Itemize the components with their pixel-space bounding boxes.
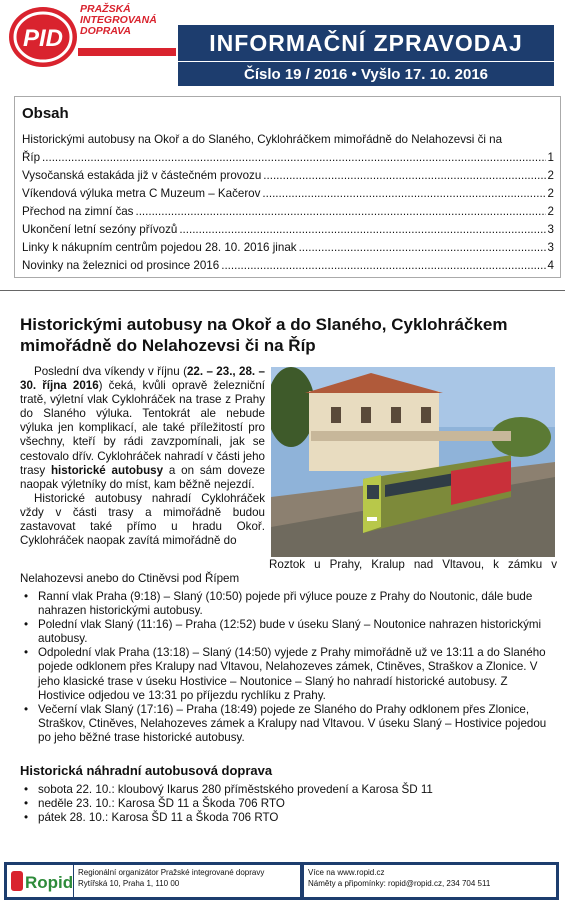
toc-item-text: Novinky na železnici od prosince 2016: [22, 259, 220, 272]
footer: [4, 862, 559, 900]
train-list: [20, 590, 557, 745]
toc-leader: [42, 149, 546, 167]
pid-logo-text: PID: [22, 25, 64, 52]
article-title: Historickými autobusy na Okoř a do Slaného, Cyklohráčkem mimořádně do Nelahozevsi či na Říp: [20, 315, 508, 355]
list-item: • Odpolední vlak Praha (13:18) – Slaný (14:50) vyjede z Prahy mimořádně už ve 13:11 a do Slaného pojede odklonem přes Kralupy nad Vltavou, Nelahozeves zámek, Ctiněves, Straškov a Zlonice. V jeho klasické trase v úseku Hostivice – Noutonice – Slaný ho nahradí historické autobusy. Z Hostivice odjedou ve 13:31 po příjezdu rychlíku z Prahy.: [20, 646, 557, 702]
article-highlight: historické autobusy: [50, 463, 164, 477]
header-red-band: [78, 48, 176, 56]
toc-item-text: Přechod na zimní čas: [22, 205, 134, 218]
toc-title: Obsah: [22, 105, 69, 122]
list-item: • pátek 28. 10.: Karosa ŠD 11 a Škoda 706 RTO: [20, 811, 557, 825]
pid-logo: [8, 6, 78, 68]
train-photo: [271, 367, 555, 557]
org-name-line1: PRAŽSKÁ: [80, 3, 131, 15]
org-name: [80, 4, 170, 37]
list-item: • neděle 23. 10.: Karosa ŠD 11 a Škoda 706 RTO: [20, 797, 557, 811]
list-item: • sobota 22. 10.: kloubový Ikarus 280 příměstského provedení a Karosa ŠD 11: [20, 783, 557, 797]
article-paragraph: Poslední dva víkendy v říjnu (22. – 23., 28. – 30. října 2016) čeká, kvůli opravě železniční tratě, výletní vlak Cyklohráček na trase z Prahy do Slaného výluka. Tentokrát ale nebude výluka jen komplikací, ale také příležitostí pro všechny, kteří by rádi zavzpomínali, jak se cestovalo dřív. Cyklohráček nahradí v části jeho trasy historické autobusy a on sám doveze naopak výletníky do míst, kam běžně nejezdí.: [20, 365, 265, 491]
table-of-contents: [14, 96, 561, 278]
toc-page: 2: [547, 205, 554, 218]
issue-info: Číslo 19 / 2016 • Vyšlo 17. 10. 2016: [178, 62, 554, 86]
toc-list: [22, 131, 554, 275]
toc-page: 2: [547, 169, 554, 182]
toc-leader: [262, 185, 545, 203]
toc-page: 2: [547, 187, 554, 200]
article-dates: 22. – 23., 28. – 30. října 2016: [20, 365, 265, 393]
toc-leader: [135, 203, 545, 221]
toc-item-text: Vysočanská estakáda již v částečném provozu: [22, 169, 262, 182]
list-item: • Ranní vlak Praha (9:18) – Slaný (10:50) pojede při výluce pouze z Prahy do Noutonic, dále bude nahrazen historickými autobusy.: [20, 590, 557, 618]
toc-page: 4: [547, 259, 554, 272]
article-paragraph-continuation: Roztok u Prahy, Kralup nad Vltavou, k zámku v Nelahozevsi anebo do Ctiněvsi pod Řípem: [20, 558, 557, 586]
toc-item[interactable]: [22, 167, 554, 185]
list-item: • Večerní vlak Slaný (17:16) – Praha (18:49) pojede ze Slaného do Prahy odklonem přes Zlonice, Straškov, Ctiněves, Nelahozeves zámek a Kralupy nad Vltavou. V úseku Slaný – Hostivice pojedou po jeho běžné trase historické autobusy.: [20, 703, 557, 745]
footer-address: Rytířská 10, Praha 1, 110 00: [78, 879, 180, 888]
toc-page: 3: [547, 223, 554, 236]
org-name-line3: DOPRAVA: [80, 25, 131, 37]
bus-schedule-list: [20, 783, 557, 825]
section-divider: [0, 290, 565, 291]
toc-leader: [299, 239, 546, 257]
footer-web-link[interactable]: Více na www.ropid.cz: [308, 868, 385, 877]
toc-item-text: Víkendová výluka metra C Muzeum – Kačerov: [22, 187, 261, 200]
toc-leader: [179, 221, 545, 239]
toc-item-text: Linky k nákupním centrům pojedou 28. 10. 2016 jinak: [22, 241, 297, 254]
toc-item-text: Říp: [22, 151, 41, 164]
ropid-logo-text: Ropid: [25, 873, 73, 892]
toc-leader: [263, 167, 545, 185]
toc-leader: [221, 257, 545, 275]
org-name-line2: INTEGROVANÁ: [80, 14, 157, 26]
toc-item[interactable]: [22, 203, 554, 221]
footer-org: Regionální organizátor Pražské integrované dopravy: [78, 868, 265, 877]
section-subtitle: Historická náhradní autobusová doprava: [20, 763, 273, 778]
toc-item[interactable]: [22, 221, 554, 239]
toc-item-text: Historickými autobusy na Okoř a do Slaného, Cyklohráčkem mimořádně do Nelahozevsi či na: [22, 133, 503, 146]
ropid-logo: [7, 865, 73, 897]
list-item: • Polední vlak Slaný (11:16) – Praha (12:52) bude v úseku Slaný – Noutonice nahrazen historickými autobusy.: [20, 618, 557, 646]
toc-item[interactable]: [22, 185, 554, 203]
newsletter-title: INFORMAČNÍ ZPRAVODAJ: [178, 25, 554, 61]
toc-item[interactable]: [22, 131, 554, 167]
toc-page: 3: [547, 241, 554, 254]
footer-org-info: [74, 865, 300, 897]
article-paragraph: Historické autobusy nahradí Cyklohráček vždy v části trasy a mimořádně budou zastavovat také přímo u hradu Okoř. Cyklohráček naopak zavítá mimořádně do: [20, 491, 265, 548]
article-intro-column: [20, 365, 265, 548]
toc-item[interactable]: [22, 257, 554, 275]
toc-page: 1: [547, 151, 554, 164]
footer-contact[interactable]: Náměty a připomínky: ropid@ropid.cz, 234 704 511: [308, 879, 491, 888]
footer-contact-info: [304, 865, 556, 897]
toc-item-text: Ukončení letní sezóny přívozů: [22, 223, 178, 236]
toc-item[interactable]: [22, 239, 554, 257]
